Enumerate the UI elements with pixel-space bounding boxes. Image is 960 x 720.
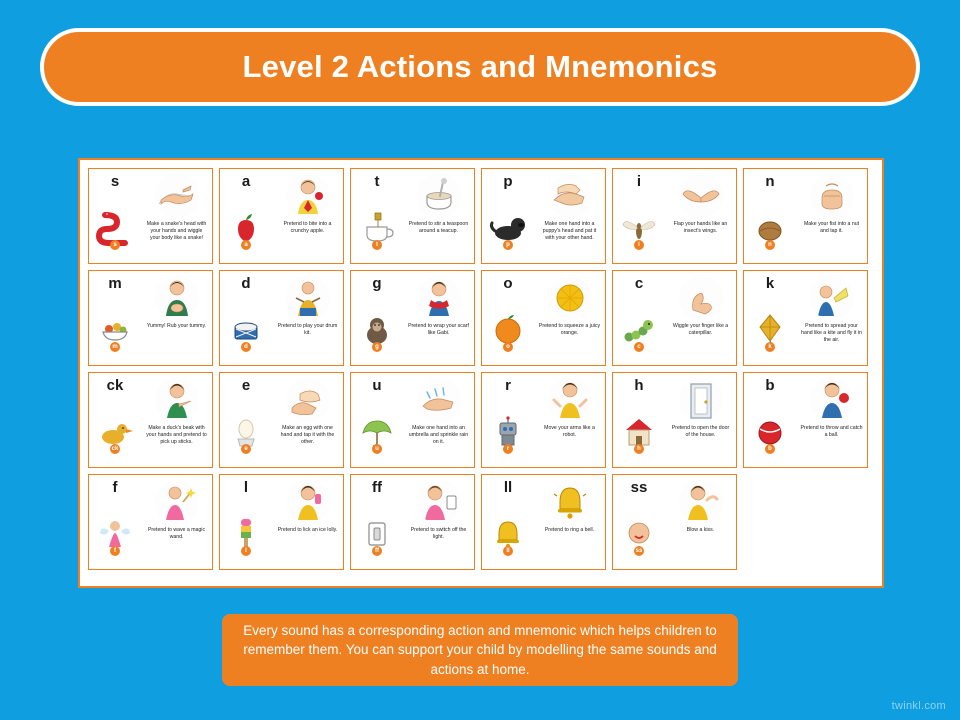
badge-letter: ll bbox=[503, 546, 513, 556]
action-text: Make a snake's head with your hands and wiggle your body like a snake! bbox=[146, 221, 207, 242]
badge-letter: r bbox=[503, 444, 513, 454]
letter-label: p bbox=[503, 173, 513, 190]
badge-letter: f bbox=[110, 546, 120, 556]
action-illustration bbox=[274, 376, 341, 424]
rubbing-tummy-icon bbox=[155, 276, 199, 320]
sound-card[interactable] bbox=[219, 474, 344, 570]
card-letter-side bbox=[744, 169, 796, 263]
card-action-side bbox=[272, 271, 343, 365]
card-letter-side bbox=[613, 373, 665, 467]
flapping-hands-icon bbox=[679, 174, 723, 218]
mnemonic-illustration bbox=[482, 395, 534, 467]
action-text: Pretend to bite into a crunchy apple. bbox=[283, 221, 332, 235]
action-text: Yummy! Rub your tummy. bbox=[146, 323, 207, 329]
action-illustration bbox=[667, 172, 734, 220]
action-illustration bbox=[798, 274, 865, 322]
card-letter-side bbox=[351, 271, 403, 365]
action-illustration bbox=[405, 274, 472, 322]
action-text: Make your fist into a nut and tap it. bbox=[803, 221, 860, 235]
title-banner bbox=[40, 28, 920, 106]
badge-letter: c bbox=[634, 342, 644, 352]
card-action-side bbox=[272, 373, 343, 467]
action-text: Pretend to lick an ice lolly. bbox=[277, 527, 338, 533]
card-action-side bbox=[534, 169, 605, 263]
action-text: Pretend to open the door of the house. bbox=[671, 425, 730, 439]
sound-card[interactable] bbox=[350, 270, 475, 366]
action-text: Pretend to stir a teaspoon around a teacup. bbox=[408, 221, 469, 235]
throwing-catching-ball-icon bbox=[810, 378, 854, 422]
letter-label: k bbox=[765, 275, 775, 292]
sound-card[interactable] bbox=[612, 474, 737, 570]
mnemonic-illustration bbox=[351, 497, 403, 569]
badge-letter: k bbox=[765, 342, 775, 352]
card-action-side bbox=[534, 373, 605, 467]
hand-snake-action-icon bbox=[155, 174, 199, 218]
letter-label: o bbox=[503, 275, 513, 292]
action-illustration bbox=[143, 376, 210, 424]
mnemonic-illustration bbox=[613, 395, 665, 467]
card-letter-side bbox=[482, 271, 534, 365]
letter-label: u bbox=[372, 377, 382, 394]
action-illustration bbox=[667, 478, 734, 526]
card-letter-side bbox=[220, 169, 272, 263]
sound-card[interactable] bbox=[612, 168, 737, 264]
umbrella-hand-icon bbox=[417, 378, 461, 422]
action-illustration bbox=[798, 376, 865, 424]
tapping-egg-icon bbox=[286, 378, 330, 422]
card-action-side bbox=[141, 373, 212, 467]
badge-letter: n bbox=[765, 240, 775, 250]
letter-label: f bbox=[112, 479, 118, 496]
badge-letter: h bbox=[634, 444, 644, 454]
card-letter-side bbox=[744, 271, 796, 365]
sound-card[interactable] bbox=[219, 372, 344, 468]
card-letter-side bbox=[89, 475, 141, 569]
mnemonic-illustration bbox=[89, 395, 141, 467]
sound-card[interactable] bbox=[743, 270, 868, 366]
footer-text: Every sound has a corresponding action and mnemonic which helps children to remember them. You can support your child by modelling the same sounds and actions at home. bbox=[243, 622, 717, 677]
sound-card[interactable] bbox=[481, 474, 606, 570]
action-illustration bbox=[405, 376, 472, 424]
sound-card[interactable] bbox=[481, 270, 606, 366]
action-text: Blow a kiss. bbox=[686, 527, 715, 533]
action-text: Pretend to wrap your scarf like Gabi. bbox=[408, 323, 469, 337]
card-action-side bbox=[403, 373, 474, 467]
card-letter-side bbox=[220, 271, 272, 365]
action-illustration bbox=[405, 478, 472, 526]
action-text: Wiggle your finger like a caterpillar. bbox=[672, 323, 729, 337]
sound-card[interactable] bbox=[350, 168, 475, 264]
sound-card[interactable] bbox=[88, 474, 213, 570]
card-letter-side bbox=[220, 475, 272, 569]
sound-card[interactable] bbox=[88, 270, 213, 366]
card-letter-side bbox=[613, 169, 665, 263]
action-text: Pretend to switch off the light. bbox=[410, 527, 467, 541]
blowing-kiss-icon bbox=[679, 480, 723, 524]
grid-row bbox=[88, 372, 874, 468]
badge-letter: m bbox=[110, 342, 120, 352]
letter-label: c bbox=[634, 275, 644, 292]
letter-label: ll bbox=[503, 479, 513, 496]
badge-letter: d bbox=[241, 342, 251, 352]
action-illustration bbox=[536, 274, 603, 322]
badge-letter: s bbox=[110, 240, 120, 250]
card-action-side bbox=[141, 169, 212, 263]
action-text: Pretend to wave a magic wand. bbox=[147, 527, 206, 541]
card-letter-side bbox=[613, 271, 665, 365]
action-illustration bbox=[536, 478, 603, 526]
badge-letter: ss bbox=[635, 548, 643, 554]
action-illustration bbox=[536, 376, 603, 424]
card-letter-side bbox=[482, 373, 534, 467]
grid-row bbox=[88, 270, 874, 366]
badge-letter: i bbox=[634, 240, 644, 250]
action-text: Pretend to throw and catch a ball. bbox=[800, 425, 863, 439]
badge-letter: g bbox=[372, 342, 382, 352]
licking-lolly-icon bbox=[286, 480, 330, 524]
card-letter-side bbox=[89, 169, 141, 263]
action-illustration bbox=[143, 172, 210, 220]
action-illustration bbox=[667, 376, 734, 424]
sound-card[interactable] bbox=[350, 474, 475, 570]
sound-card[interactable] bbox=[612, 270, 737, 366]
badge-letter: l bbox=[241, 546, 251, 556]
action-illustration bbox=[798, 172, 865, 220]
wrapping-scarf-icon bbox=[417, 276, 461, 320]
card-action-side bbox=[665, 271, 736, 365]
badge-letter: p bbox=[503, 240, 513, 250]
action-text: Make one hand into an umbrella and sprinkle rain on it. bbox=[408, 425, 469, 446]
badge-letter: b bbox=[765, 444, 775, 454]
card-letter-side bbox=[89, 271, 141, 365]
badge-letter: a bbox=[241, 240, 251, 250]
card-action-side bbox=[141, 475, 212, 569]
ringing-bell-icon bbox=[548, 480, 592, 524]
sound-card[interactable] bbox=[350, 372, 475, 468]
action-text: Pretend to spread your hand like a kite and fly it in the air. bbox=[801, 323, 862, 344]
watermark: twinkl.com bbox=[891, 700, 946, 712]
letter-label: r bbox=[505, 377, 511, 394]
card-letter-side bbox=[351, 169, 403, 263]
card-action-side bbox=[534, 475, 605, 569]
mnemonic-illustration bbox=[220, 395, 272, 467]
mnemonic-illustration bbox=[744, 191, 796, 263]
flying-kite-icon bbox=[810, 276, 854, 320]
action-text: Move your arms like a robot. bbox=[544, 425, 595, 439]
mnemonic-illustration bbox=[613, 497, 665, 569]
sound-card[interactable] bbox=[88, 372, 213, 468]
card-letter-side bbox=[351, 373, 403, 467]
page-title: Level 2 Actions and Mnemonics bbox=[242, 49, 718, 84]
action-text: Pretend to ring a bell. bbox=[544, 527, 595, 533]
mnemonic-illustration bbox=[220, 191, 272, 263]
action-text: Make one hand into a puppy's head and pat it with your other hand. bbox=[542, 221, 597, 242]
duck-beak-hands-icon bbox=[155, 378, 199, 422]
badge-letter: o bbox=[503, 342, 513, 352]
card-letter-side bbox=[89, 373, 141, 467]
sound-card[interactable] bbox=[481, 372, 606, 468]
sound-card[interactable] bbox=[481, 168, 606, 264]
letter-label: ss bbox=[630, 479, 648, 496]
letter-label: t bbox=[374, 173, 380, 190]
action-illustration bbox=[274, 274, 341, 322]
grid-row bbox=[88, 168, 874, 264]
badge-letter: ck bbox=[111, 446, 119, 452]
card-action-side bbox=[796, 373, 867, 467]
mnemonic-illustration bbox=[351, 293, 403, 365]
action-illustration bbox=[274, 172, 341, 220]
letter-label: e bbox=[241, 377, 251, 394]
stirring-teaspoon-icon bbox=[417, 174, 461, 218]
action-illustration bbox=[667, 274, 734, 322]
letter-label: ck bbox=[106, 377, 124, 394]
card-action-side bbox=[272, 169, 343, 263]
card-action-side bbox=[534, 271, 605, 365]
fist-tapping-nut-icon bbox=[810, 174, 854, 218]
card-action-side bbox=[796, 271, 867, 365]
mnemonic-illustration bbox=[220, 497, 272, 569]
mnemonic-illustration bbox=[482, 293, 534, 365]
sound-card[interactable] bbox=[743, 372, 868, 468]
squeezing-orange-icon bbox=[548, 276, 592, 320]
sound-card[interactable] bbox=[219, 168, 344, 264]
child-biting-apple-icon bbox=[286, 174, 330, 218]
card-letter-side bbox=[744, 373, 796, 467]
action-text: Pretend to play your drum kit. bbox=[277, 323, 338, 337]
mnemonic-illustration bbox=[351, 395, 403, 467]
letter-label: m bbox=[108, 275, 122, 292]
letter-label: n bbox=[765, 173, 775, 190]
patting-puppy-icon bbox=[548, 174, 592, 218]
mnemonic-illustration bbox=[89, 191, 141, 263]
mnemonic-illustration bbox=[613, 191, 665, 263]
mnemonic-illustration bbox=[89, 293, 141, 365]
mnemonics-grid-panel bbox=[78, 158, 884, 588]
footer-note bbox=[222, 614, 738, 686]
mnemonic-illustration bbox=[89, 497, 141, 569]
wiggling-finger-icon bbox=[679, 276, 723, 320]
sound-card[interactable] bbox=[743, 168, 868, 264]
mnemonic-illustration bbox=[482, 191, 534, 263]
grid-rows bbox=[88, 168, 874, 570]
letter-label: d bbox=[241, 275, 251, 292]
mnemonic-illustration bbox=[744, 293, 796, 365]
card-action-side bbox=[796, 169, 867, 263]
switching-off-light-icon bbox=[417, 480, 461, 524]
card-letter-side bbox=[482, 475, 534, 569]
badge-letter: e bbox=[241, 444, 251, 454]
mnemonic-illustration bbox=[220, 293, 272, 365]
sound-card[interactable] bbox=[88, 168, 213, 264]
mnemonic-illustration bbox=[744, 395, 796, 467]
letter-label: b bbox=[765, 377, 775, 394]
card-action-side bbox=[403, 271, 474, 365]
card-action-side bbox=[272, 475, 343, 569]
letter-label: ff bbox=[372, 479, 382, 496]
card-action-side bbox=[403, 169, 474, 263]
card-action-side bbox=[665, 475, 736, 569]
letter-label: s bbox=[110, 173, 120, 190]
letter-label: i bbox=[636, 173, 642, 190]
robot-arms-icon bbox=[548, 378, 592, 422]
action-illustration bbox=[536, 172, 603, 220]
card-letter-side bbox=[613, 475, 665, 569]
action-text: Make an egg with one hand and tap it with the other. bbox=[280, 425, 335, 446]
action-illustration bbox=[405, 172, 472, 220]
action-text: Flap your hands like an insect's wings. bbox=[673, 221, 728, 235]
letter-label: g bbox=[372, 275, 382, 292]
badge-letter: t bbox=[372, 240, 382, 250]
action-text: Make a duck's beak with your hands and pretend to pick up sticks. bbox=[146, 425, 207, 446]
letter-label: h bbox=[634, 377, 644, 394]
action-illustration bbox=[143, 478, 210, 526]
playing-drum-kit-icon bbox=[286, 276, 330, 320]
mnemonic-illustration bbox=[351, 191, 403, 263]
waving-wand-icon bbox=[155, 480, 199, 524]
action-text: Pretend to squeeze a juicy orange. bbox=[538, 323, 601, 337]
letter-label: l bbox=[243, 479, 249, 496]
action-illustration bbox=[274, 478, 341, 526]
card-action-side bbox=[665, 373, 736, 467]
card-action-side bbox=[403, 475, 474, 569]
card-letter-side bbox=[220, 373, 272, 467]
card-letter-side bbox=[482, 169, 534, 263]
badge-letter: u bbox=[372, 444, 382, 454]
sound-card[interactable] bbox=[612, 372, 737, 468]
sound-card[interactable] bbox=[219, 270, 344, 366]
grid-row bbox=[88, 474, 874, 570]
card-action-side bbox=[665, 169, 736, 263]
badge-letter: ff bbox=[372, 546, 382, 556]
mnemonic-illustration bbox=[613, 293, 665, 365]
card-action-side bbox=[141, 271, 212, 365]
opening-door-icon bbox=[679, 378, 723, 422]
letter-label: a bbox=[241, 173, 251, 190]
mnemonic-illustration bbox=[482, 497, 534, 569]
card-letter-side bbox=[351, 475, 403, 569]
action-illustration bbox=[143, 274, 210, 322]
